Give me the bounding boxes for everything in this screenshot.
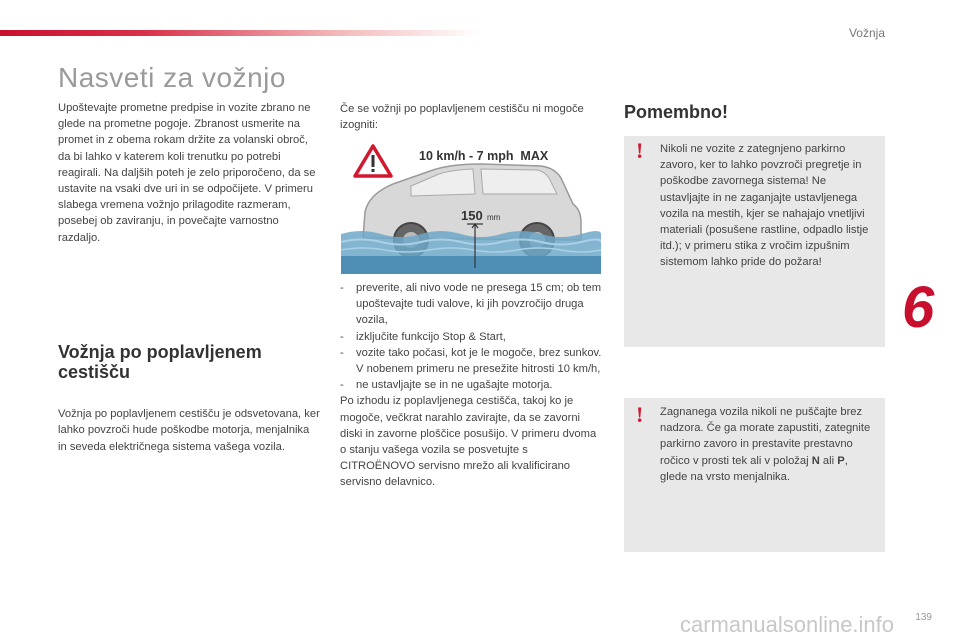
header-accent-bar bbox=[0, 30, 480, 36]
page-title: Nasveti za vožnjo bbox=[58, 62, 286, 93]
section-label: Vožnja bbox=[848, 26, 885, 40]
list-item: - vozite tako počasi, kot je le mogoče, brez sunkov. V nobenem primeru ne presežite hitrosti 10 km/h, bbox=[340, 346, 602, 376]
list-item: - preverite, ali nivo vode ne presega 15 cm; ob tem upoštevajte tudi valove, ki jih povzročijo druga vozila, bbox=[340, 282, 602, 327]
warning-box-unattended bbox=[624, 398, 885, 552]
list-item: - izključite funkcijo Stop & Start, bbox=[340, 330, 506, 343]
chapter-number: 6 bbox=[902, 275, 935, 340]
driving-advice-text bbox=[58, 100, 320, 246]
flooded-road-text bbox=[58, 395, 320, 466]
warning-box-parking-brake bbox=[624, 136, 885, 347]
flooded-car-illustration bbox=[341, 138, 601, 274]
watermark: carmanualsonline.info bbox=[680, 612, 895, 637]
depth-unit: mm bbox=[487, 213, 501, 222]
car-in-water-image bbox=[341, 138, 601, 274]
page-number: 139 bbox=[915, 612, 932, 623]
list-item: - ne ustavljajte se in ne ugašajte motorja. bbox=[340, 379, 553, 392]
exclamation-icon: ! bbox=[636, 402, 644, 427]
depth-value: 150 bbox=[461, 208, 483, 223]
flooded-instructions bbox=[340, 280, 602, 491]
flooded-road-heading: Vožnja po poplavljenem cestišču bbox=[58, 342, 262, 382]
driving-advice-paragraph: Upoštevajte prometne predpise in vozite zbrano ne glede na prometne pogoje. Zbranost usmerite na promet in z obema rokam držite za volanski obroč, da bi lahko v katerem koli trenutku po potrebi reagirali. Na daljših poteh je zelo priporočeno, da se ustavite na vsaki dve uri in se odpočijete. V primeru slabega vremena vožnjo prilagodite razmeram, posebej ob zaviranju, in povečajte varnostno razdaljo. bbox=[58, 102, 316, 244]
flooded-outro: Po izhodu iz poplavljenega cestišča, takoj ko je mogoče, večkrat narahlo zavirajte, da se zavorni diski in zavorne ploščice posušijo. V primeru dvoma o stanju vašega vozila se posvetujte s CITROËNOVO servisno mrežo ali kvalificirano servisno delavnico. bbox=[340, 395, 597, 489]
flooded-road-paragraph: Vožnja po poplavljenem cestišču je odsvetovana, ker lahko povzroči hude poškodbe motorja, menjalnika in seveda električnega sistema vašega vozila. bbox=[58, 408, 320, 453]
flooded-intro: Če se vožnji po poplavljenem cestišču ni mogoče izogniti: bbox=[340, 103, 584, 132]
important-heading: Pomembno! bbox=[624, 102, 729, 122]
warning-text: Nikoli ne vozite z zategnjeno parkirno zavoro, ker to lahko povzroči pregretje in poškodbe zavornega sistema! Ne ustavljajte in ne zaganjajte ustavljenega vozila na mestih, kjer se nahajajo vnetljivi materiali (posušene rastline, odpadlo listje itd.); v primeru stika z vročim izpušnim sistemom lahko pride do požara! bbox=[660, 143, 869, 269]
exclamation-icon: ! bbox=[636, 138, 644, 163]
warning-text: Zagnanega vozila nikoli ne puščajte brez nadzora. Če ga morate zapustiti, zategnite parkirno zavoro in prestavite prestavno ročico v prosti tek ali v položaj N ali P, glede na vrsto menjalnika. bbox=[660, 406, 871, 483]
speed-limit-label: 10 km/h - 7 mph MAX bbox=[419, 149, 549, 163]
